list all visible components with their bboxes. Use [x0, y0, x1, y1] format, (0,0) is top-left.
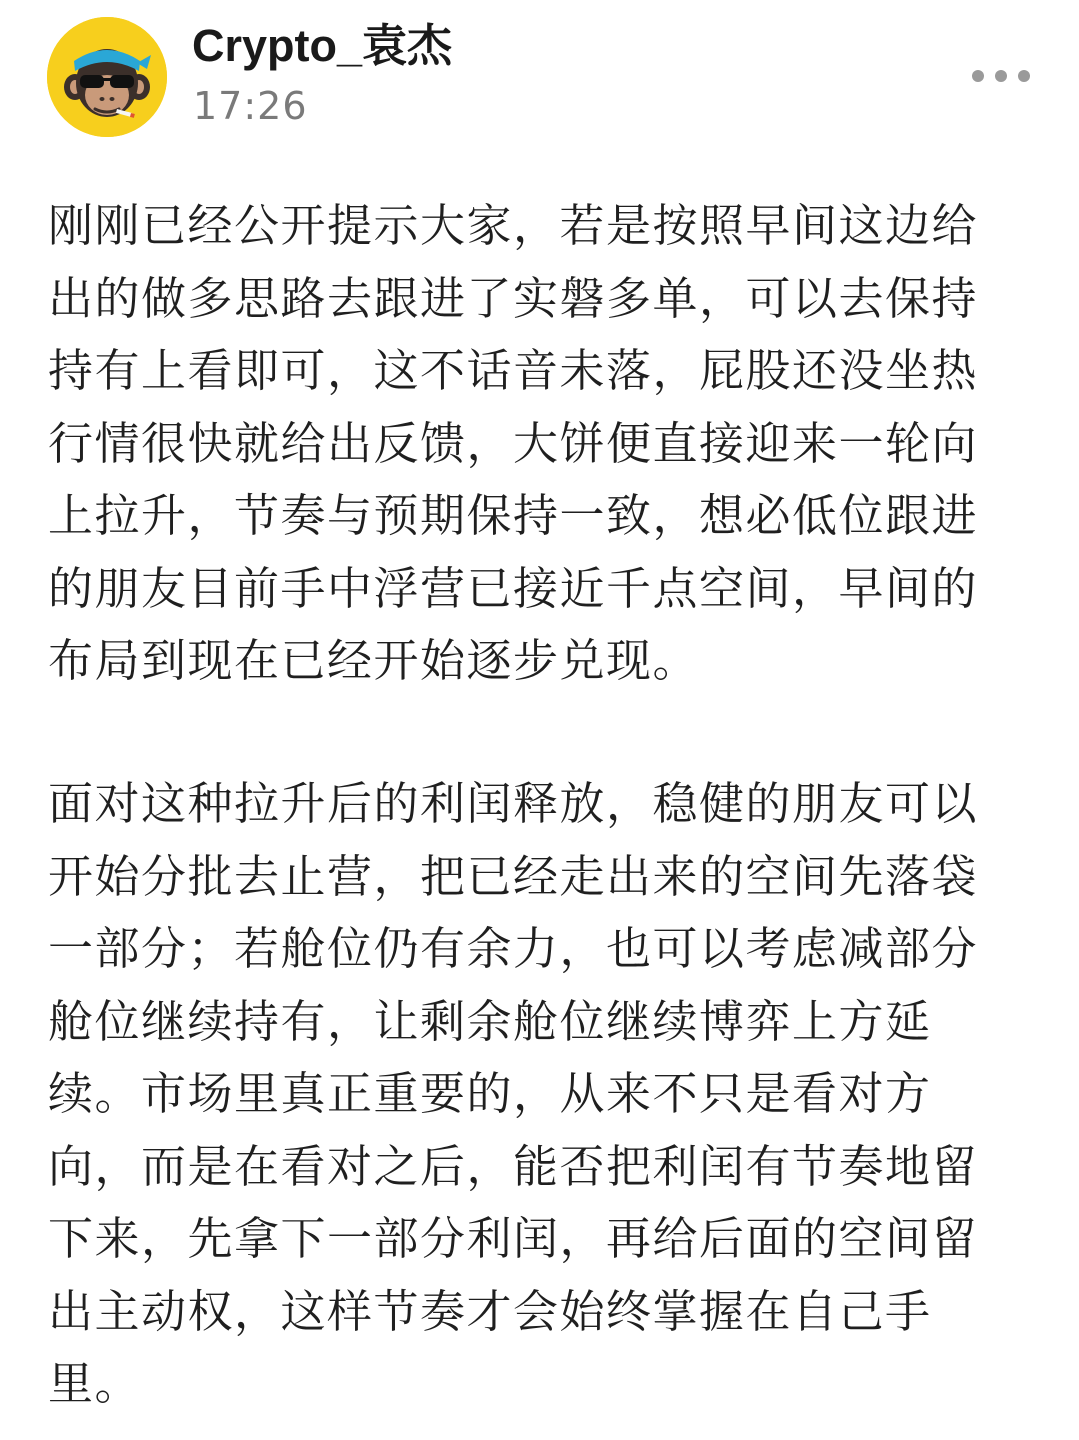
post-paragraph	[48, 768, 978, 1421]
text-line: 面对这种拉升后的利闰释放，稳健的朋友可以	[48, 777, 979, 830]
more-options-button[interactable]	[966, 58, 1036, 94]
text-line: 上拉升，节奏与预期保持一致，想必低位跟进	[48, 489, 979, 542]
text-line: 舱位继续持有，让剩余舱位继续博弈上方延	[48, 994, 932, 1048]
post-paragraph	[48, 190, 978, 698]
monkey-avatar-icon	[47, 17, 167, 137]
more-dots-icon	[995, 70, 1007, 82]
more-dots-icon	[972, 70, 984, 82]
text-line: 下来，先拿下一部分利闰，再给后面的空间留	[48, 1212, 979, 1265]
text-line: 的朋友目前手中浮营已接近千点空间，早间的	[48, 561, 979, 615]
text-line: 布局到现在已经开始逐步兑现。	[48, 634, 700, 687]
text-line: 续。市场里真正重要的，从来不只是看对方	[48, 1067, 932, 1120]
text-line: 出的做多思路去跟进了实磐多单，可以去保持	[48, 271, 979, 325]
text-line: 出主动权，这样节奏才会始终掌握在自己手	[48, 1284, 932, 1338]
text-line: 向，而是在看对之后，能否把利闰有节奏地留	[48, 1139, 979, 1193]
author-name[interactable]: Crypto_袁杰	[192, 20, 453, 71]
text-line: 一部分；若舱位仍有余力，也可以考虑减部分	[48, 922, 979, 975]
text-line: 持有上看即可，这不话音未落，屁股还没坐热	[48, 344, 979, 397]
text-line: 开始分批去止营，把已经走出来的空间先落袋	[48, 849, 979, 903]
post-header	[0, 0, 1079, 150]
more-dots-icon	[1018, 70, 1030, 82]
text-line: 里。	[48, 1357, 142, 1410]
post-timestamp: 17:26	[193, 84, 308, 128]
text-line: 刚刚已经公开提示大家，若是按照早间这边给	[48, 199, 979, 252]
avatar[interactable]	[47, 17, 167, 137]
text-line: 行情很快就给出反馈，大饼便直接迎来一轮向	[48, 416, 979, 470]
